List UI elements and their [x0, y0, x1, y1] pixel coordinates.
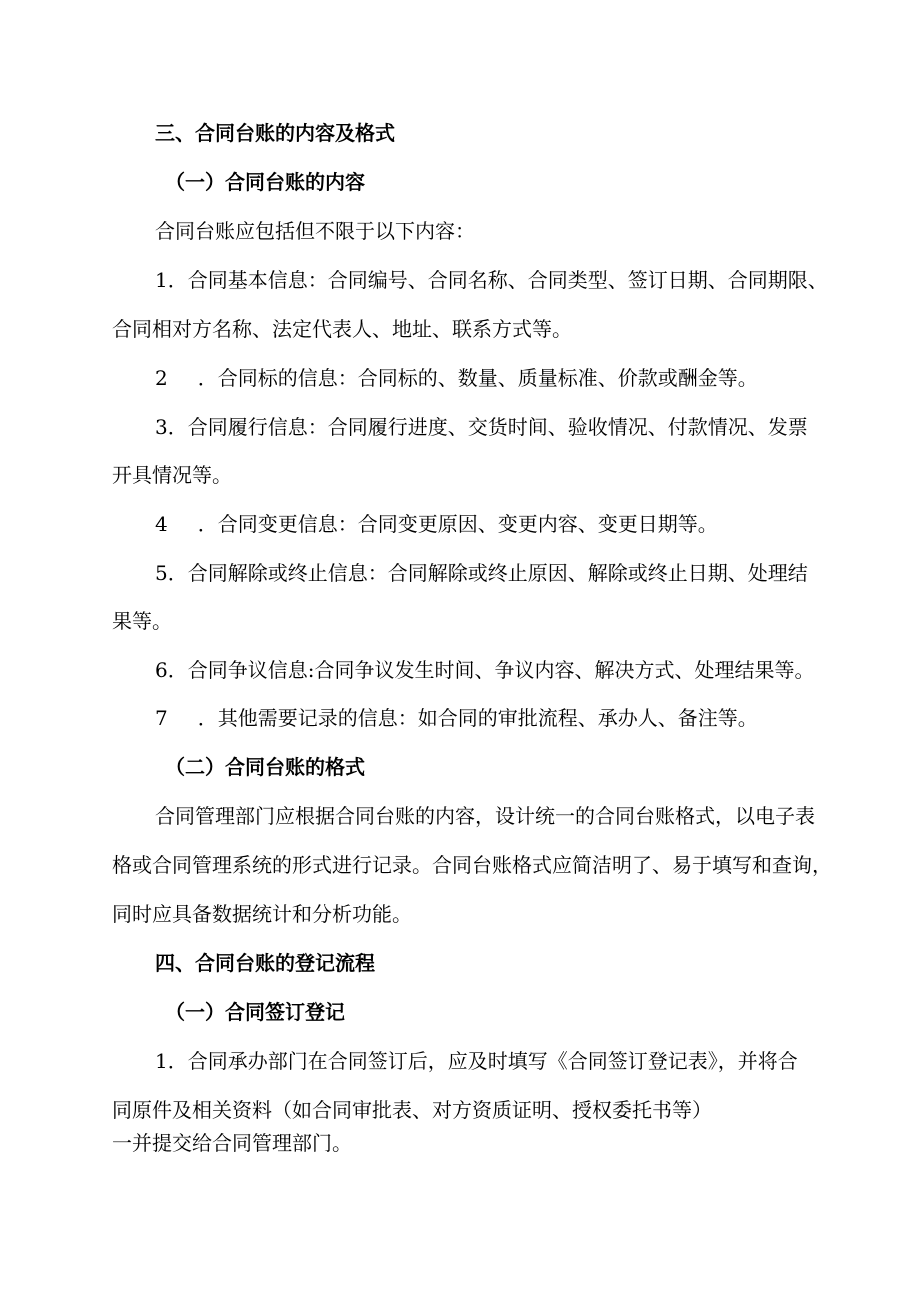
item-3-line-1: 3．合同履行信息：合同履行进度、交货时间、验收情况、付款情况、发票 — [155, 415, 808, 439]
content-intro: 合同台账应包括但不限于以下内容： — [155, 219, 475, 243]
item-5-line-2: 果等。 — [112, 609, 172, 633]
registration-line-3: 一并提交给合同管理部门。 — [112, 1131, 352, 1155]
format-line-3: 同时应具备数据统计和分析功能。 — [112, 902, 412, 926]
registration-line-1: 1．合同承办部门在合同签订后，应及时填写《合同签订登记表》，并将合 — [155, 1049, 798, 1073]
item-7-text: ．其他需要记录的信息：如合同的审批流程、承办人、备注等。 — [197, 706, 758, 730]
item-4-number: 4 — [155, 512, 168, 536]
subsection-1-heading: （一）合同台账的内容 — [165, 170, 365, 194]
item-2-text: ．合同标的信息：合同标的、数量、质量标准、价款或酬金等。 — [197, 366, 758, 390]
section-3-heading: 三、合同台账的内容及格式 — [155, 121, 395, 145]
item-2 — [155, 365, 758, 391]
item-1-line-2: 合同相对方名称、法定代表人、地址、联系方式等。 — [112, 317, 572, 341]
registration-line-2: 同原件及相关资料（如合同审批表、对方资质证明、授权委托书等） — [112, 1098, 712, 1122]
item-5-line-1: 5．合同解除或终止信息：合同解除或终止原因、解除或终止日期、处理结 — [155, 561, 808, 585]
section-4-heading: 四、合同台账的登记流程 — [155, 951, 375, 975]
item-6: 6．合同争议信息:合同争议发生时间、争议内容、解决方式、处理结果等。 — [155, 658, 815, 682]
subsection-2-heading: （二）合同台账的格式 — [165, 755, 365, 779]
item-3-line-2: 开具情况等。 — [112, 463, 232, 487]
item-7 — [155, 705, 758, 731]
item-7-number: 7 — [155, 706, 168, 730]
item-2-number: 2 — [155, 366, 168, 390]
format-line-2: 格或合同管理系统的形式进行记录。合同台账格式应简洁明了、易于填写和查询， — [112, 853, 832, 877]
item-4-text: ．合同变更信息：合同变更原因、变更内容、变更日期等。 — [197, 512, 718, 536]
format-line-1: 合同管理部门应根据合同台账的内容，设计统一的合同台账格式，以电子表 — [155, 804, 815, 828]
item-4 — [155, 511, 718, 537]
item-1-line-1: 1．合同基本信息：合同编号、合同名称、合同类型、签订日期、合同期限、 — [155, 268, 828, 292]
subsection-3-heading: （一）合同签订登记 — [165, 1000, 345, 1024]
